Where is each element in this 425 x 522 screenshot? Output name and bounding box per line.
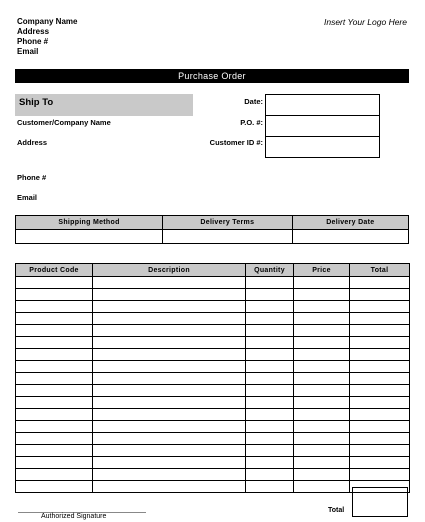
customer-id-field[interactable]: [266, 137, 380, 158]
company-phone: Phone #: [17, 37, 49, 46]
company-email: Email: [17, 47, 39, 56]
price-cell[interactable]: [294, 397, 350, 409]
company-address: Address: [17, 27, 50, 36]
product-code-cell[interactable]: [16, 301, 93, 313]
order-info-fields: [265, 94, 380, 158]
price-cell[interactable]: [294, 373, 350, 385]
quantity-cell[interactable]: [246, 349, 294, 361]
table-row: [16, 385, 410, 397]
description-cell[interactable]: [93, 385, 246, 397]
description-cell[interactable]: [93, 445, 246, 457]
product-code-cell[interactable]: [16, 313, 93, 325]
table-row: [16, 445, 410, 457]
table-row: [16, 433, 410, 445]
description-cell[interactable]: [93, 325, 246, 337]
description-cell[interactable]: [93, 397, 246, 409]
quantity-cell[interactable]: [246, 277, 294, 289]
product-code-cell[interactable]: [16, 385, 93, 397]
po-number-field[interactable]: [266, 116, 380, 137]
total-cell[interactable]: [350, 397, 410, 409]
product-code-cell[interactable]: [16, 397, 93, 409]
description-cell[interactable]: [93, 337, 246, 349]
price-cell[interactable]: [294, 337, 350, 349]
product-code-cell[interactable]: [16, 421, 93, 433]
table-row: [16, 481, 410, 493]
shipping-method-header: Shipping Method: [16, 216, 163, 230]
description-cell[interactable]: [93, 373, 246, 385]
quantity-cell[interactable]: [246, 289, 294, 301]
description-header: Description: [93, 264, 246, 277]
total-cell[interactable]: [350, 409, 410, 421]
quantity-cell[interactable]: [246, 421, 294, 433]
price-cell[interactable]: [294, 277, 350, 289]
product-code-cell[interactable]: [16, 289, 93, 301]
total-cell[interactable]: [350, 361, 410, 373]
total-cell[interactable]: [350, 457, 410, 469]
table-row: [16, 337, 410, 349]
quantity-cell[interactable]: [246, 337, 294, 349]
price-cell[interactable]: [294, 301, 350, 313]
total-cell[interactable]: [350, 313, 410, 325]
total-header: Total: [350, 264, 410, 277]
table-row: [16, 373, 410, 385]
delivery-date-header: Delivery Date: [292, 216, 408, 230]
price-cell[interactable]: [294, 313, 350, 325]
table-row: [16, 289, 410, 301]
customer-id-label: Customer ID #:: [209, 138, 263, 147]
description-cell[interactable]: [93, 421, 246, 433]
shipping-table: [15, 215, 409, 244]
table-row: [16, 469, 410, 481]
price-cell[interactable]: [294, 433, 350, 445]
date-field[interactable]: [266, 95, 380, 116]
company-info: [17, 17, 77, 57]
document-title: Purchase Order: [15, 69, 409, 83]
description-cell[interactable]: [93, 301, 246, 313]
po-label: P.O. #:: [240, 118, 263, 127]
description-cell[interactable]: [93, 361, 246, 373]
quantity-cell[interactable]: [246, 313, 294, 325]
quantity-cell[interactable]: [246, 301, 294, 313]
product-code-cell[interactable]: [16, 361, 93, 373]
quantity-cell[interactable]: [246, 385, 294, 397]
total-cell[interactable]: [350, 277, 410, 289]
price-cell[interactable]: [294, 325, 350, 337]
description-cell[interactable]: [93, 349, 246, 361]
total-cell[interactable]: [350, 385, 410, 397]
date-label: Date:: [244, 97, 263, 106]
quantity-cell[interactable]: [246, 361, 294, 373]
total-cell[interactable]: [350, 337, 410, 349]
total-cell[interactable]: [350, 469, 410, 481]
product-code-cell[interactable]: [16, 325, 93, 337]
table-row: [16, 301, 410, 313]
product-code-header: Product Code: [16, 264, 93, 277]
price-cell[interactable]: [294, 445, 350, 457]
quantity-cell[interactable]: [246, 433, 294, 445]
total-cell[interactable]: [350, 349, 410, 361]
table-row: [16, 325, 410, 337]
price-cell[interactable]: [294, 289, 350, 301]
table-row: [16, 313, 410, 325]
address-label: Address: [17, 138, 48, 147]
table-row: [16, 397, 410, 409]
product-code-cell[interactable]: [16, 349, 93, 361]
product-code-cell[interactable]: [16, 433, 93, 445]
product-code-cell[interactable]: [16, 457, 93, 469]
ship-to-heading: Ship To: [19, 97, 54, 108]
email-label: Email: [17, 193, 38, 202]
table-row: [16, 457, 410, 469]
table-row: [16, 277, 410, 289]
product-code-cell[interactable]: [16, 445, 93, 457]
price-cell[interactable]: [294, 421, 350, 433]
description-cell[interactable]: [93, 469, 246, 481]
quantity-cell[interactable]: [246, 481, 294, 493]
price-cell[interactable]: [294, 481, 350, 493]
table-row: [16, 361, 410, 373]
description-cell[interactable]: [93, 313, 246, 325]
total-cell[interactable]: [350, 433, 410, 445]
items-table: [15, 263, 410, 493]
total-cell[interactable]: [350, 421, 410, 433]
description-cell[interactable]: [93, 289, 246, 301]
price-cell[interactable]: [294, 385, 350, 397]
total-cell[interactable]: [350, 301, 410, 313]
description-cell[interactable]: [93, 457, 246, 469]
price-cell[interactable]: [294, 457, 350, 469]
table-row: [16, 409, 410, 421]
product-code-cell[interactable]: [16, 481, 93, 493]
table-row: [16, 349, 410, 361]
price-header: Price: [294, 264, 350, 277]
phone-label: Phone #: [17, 173, 47, 182]
delivery-date-field[interactable]: [292, 230, 408, 244]
product-code-cell[interactable]: [16, 469, 93, 481]
description-cell[interactable]: [93, 433, 246, 445]
total-cell[interactable]: [350, 373, 410, 385]
product-code-cell[interactable]: [16, 409, 93, 421]
logo-placeholder: Insert Your Logo Here: [323, 17, 407, 27]
quantity-cell[interactable]: [246, 445, 294, 457]
table-row: [16, 421, 410, 433]
grand-total-label: Total: [328, 507, 345, 514]
price-cell[interactable]: [294, 349, 350, 361]
quantity-cell[interactable]: [246, 325, 294, 337]
price-cell[interactable]: [294, 409, 350, 421]
product-code-cell[interactable]: [16, 337, 93, 349]
quantity-cell[interactable]: [246, 373, 294, 385]
grand-total-field[interactable]: [352, 487, 408, 517]
total-cell[interactable]: [350, 289, 410, 301]
quantity-cell[interactable]: [246, 397, 294, 409]
company-name: Company Name: [17, 17, 78, 26]
delivery-terms-header: Delivery Terms: [163, 216, 293, 230]
shipping-method-field[interactable]: [16, 230, 163, 244]
quantity-cell[interactable]: [246, 457, 294, 469]
quantity-header: Quantity: [246, 264, 294, 277]
total-cell[interactable]: [350, 325, 410, 337]
description-cell[interactable]: [93, 409, 246, 421]
product-code-cell[interactable]: [16, 373, 93, 385]
description-cell[interactable]: [93, 277, 246, 289]
price-cell[interactable]: [294, 361, 350, 373]
description-cell[interactable]: [93, 481, 246, 493]
delivery-terms-field[interactable]: [163, 230, 293, 244]
signature-label: Authorized Signature: [41, 513, 107, 520]
total-cell[interactable]: [350, 445, 410, 457]
quantity-cell[interactable]: [246, 469, 294, 481]
quantity-cell[interactable]: [246, 409, 294, 421]
price-cell[interactable]: [294, 469, 350, 481]
customer-company-label: Customer/Company Name: [17, 118, 111, 127]
product-code-cell[interactable]: [16, 277, 93, 289]
